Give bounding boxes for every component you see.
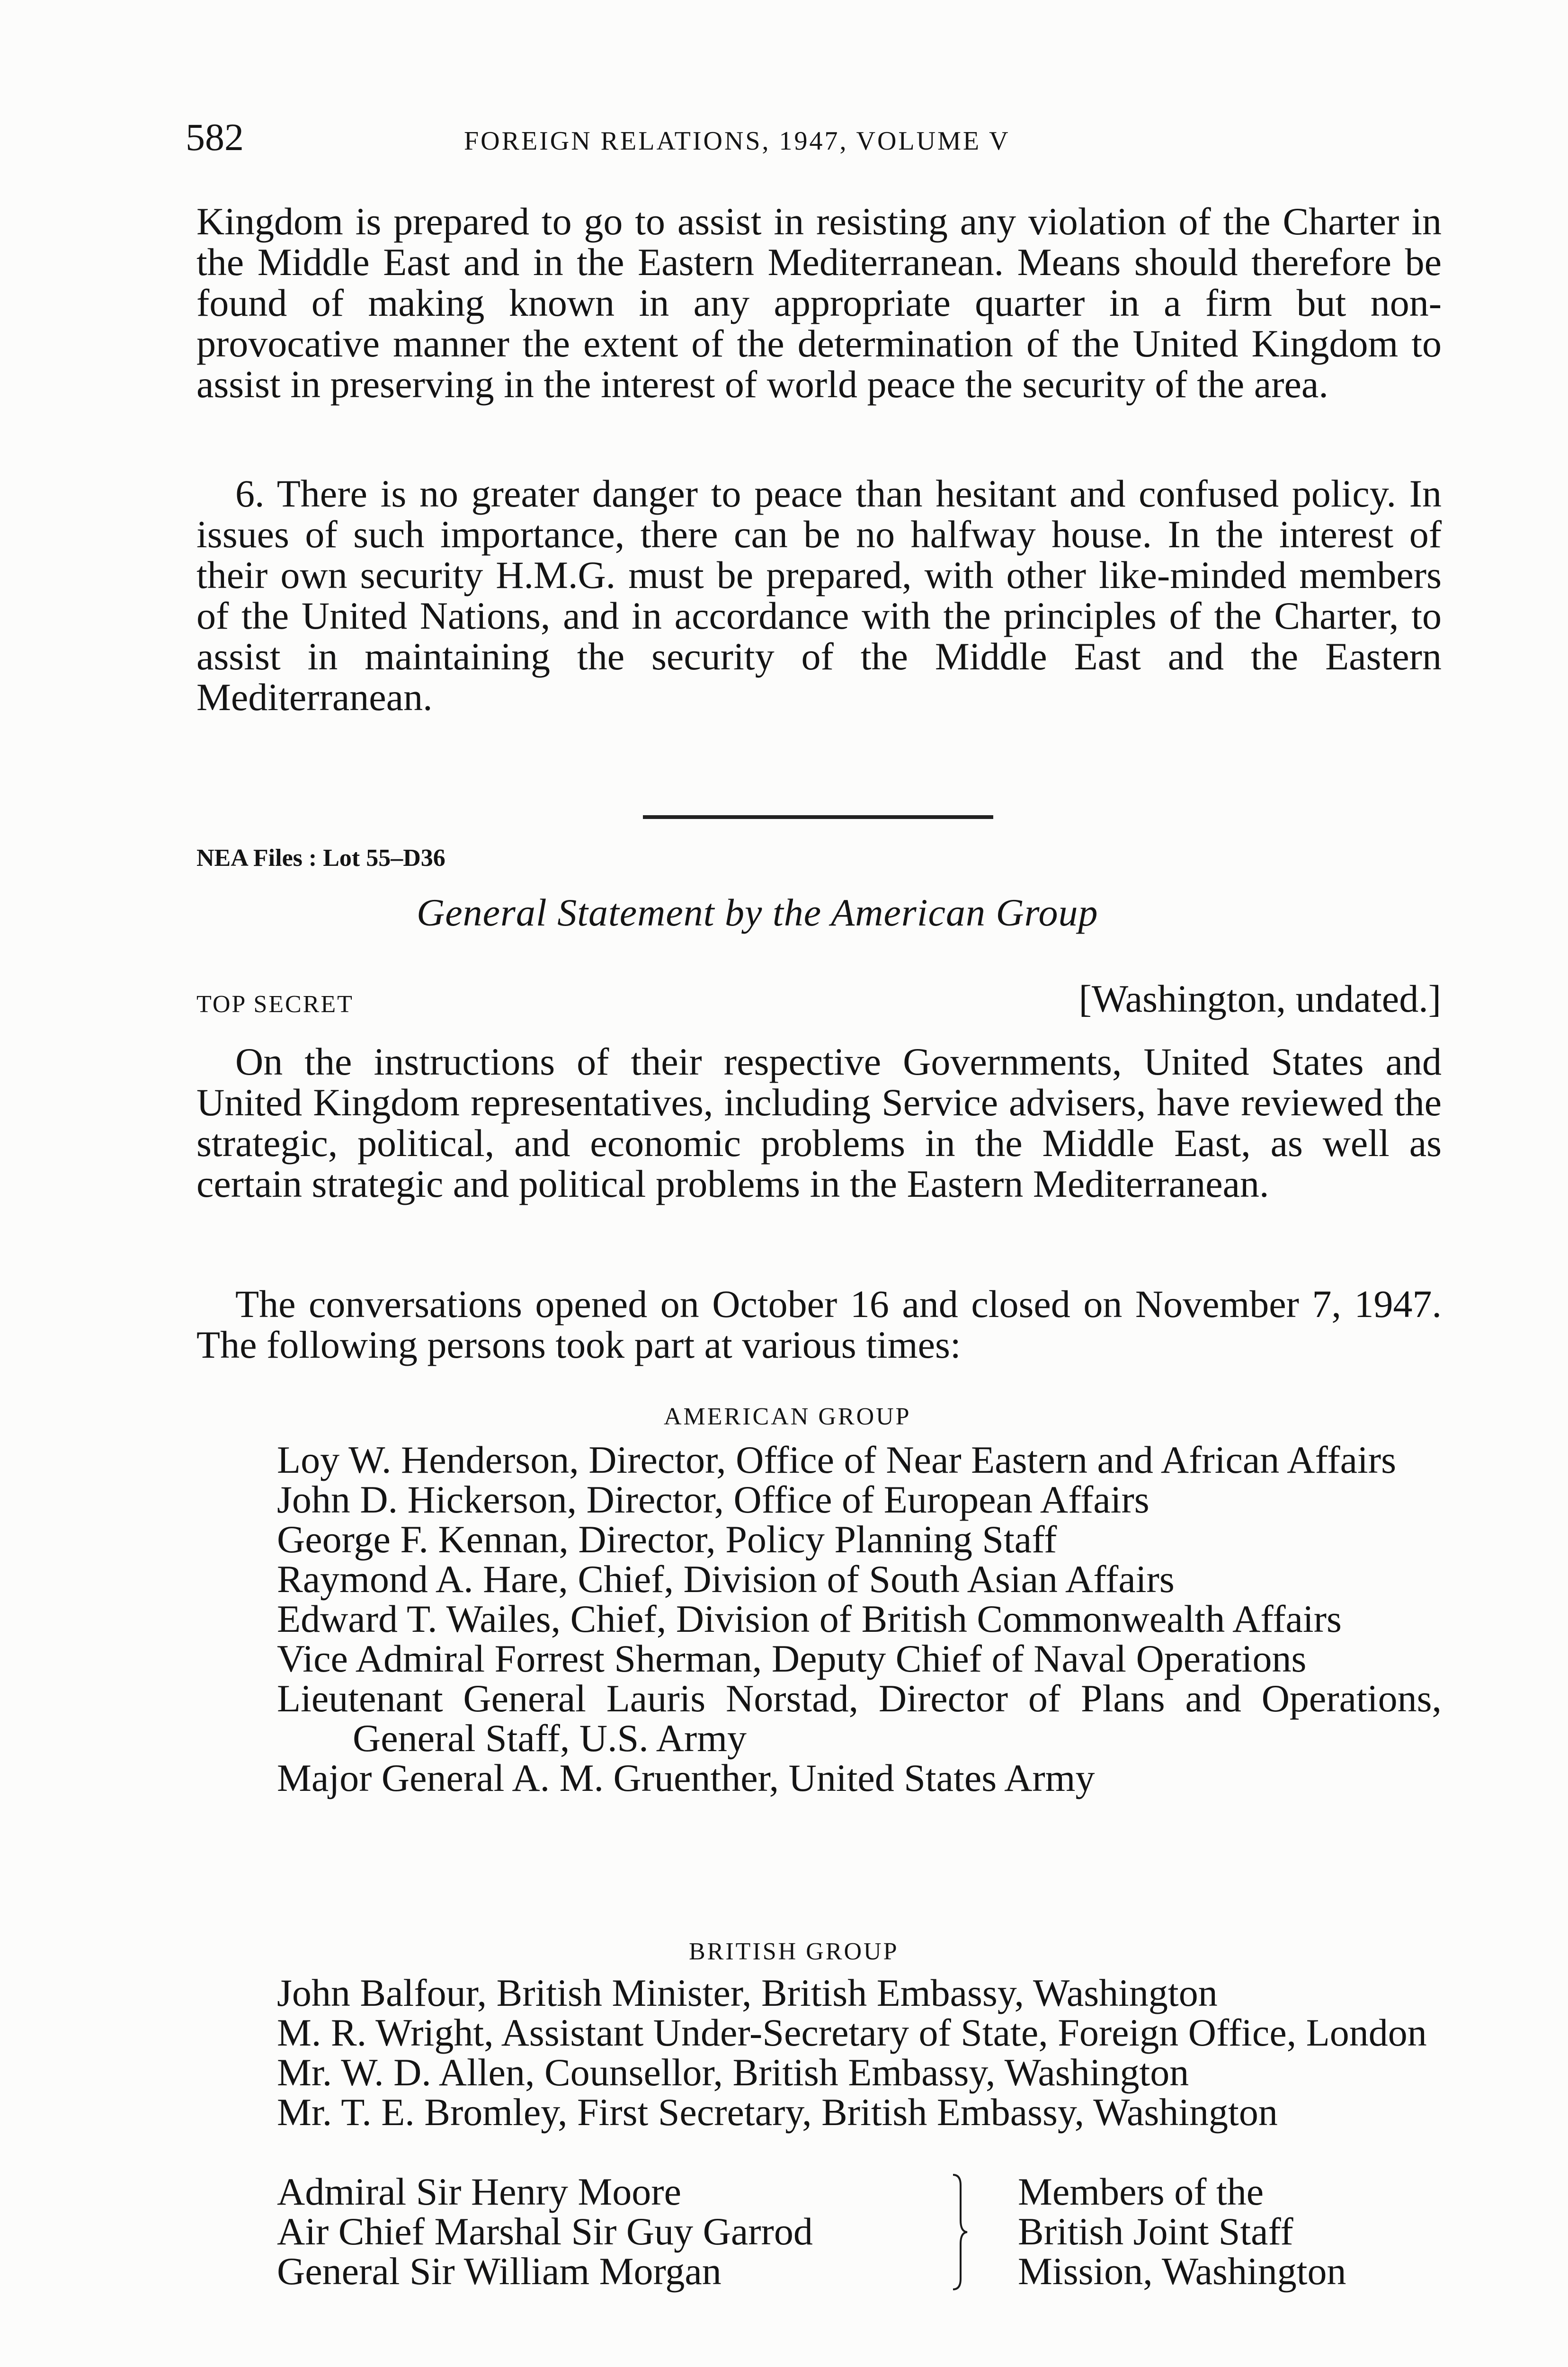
joint-staff-role-line: British Joint Staff (1018, 2210, 1293, 2253)
list-item: Mr. T. E. Bromley, First Secretary, British Embassy, Washington (277, 2091, 1278, 2134)
running-title: FOREIGN RELATIONS, 1947, VOLUME V (464, 126, 1010, 156)
joint-staff-name: Admiral Sir Henry Moore (277, 2170, 681, 2213)
document-title: General Statement by the American Group (417, 891, 1098, 934)
joint-staff-name: Air Chief Marshal Sir Guy Garrod (277, 2210, 813, 2253)
statement-paragraph-1: On the instructions of their respective Governments, United States and United Kingdom representatives, including Service advisers, have reviewed the strategic, political, and economic problems in the Middle East, as well as certain strategic and political problems in the Eastern Mediterranean. (196, 1040, 1442, 1205)
british-group-heading: BRITISH GROUP (689, 1938, 899, 1965)
continued-paragraph: Kingdom is prepared to go to assist in resisting any violation of the Charter in the Middle East and in the Eastern Mediterranean. Means should therefore be found of making known in any appropriate quarter in a firm but non-provocative manner the extent of the determination of the United Kingdom to assist in preserving in the interest of world peace the security of the area. (196, 200, 1442, 406)
list-item: John D. Hickerson, Director, Office of European Affairs (277, 1478, 1149, 1521)
list-item: Raymond A. Hare, Chief, Division of South Asian Affairs (277, 1557, 1175, 1601)
section-divider (643, 815, 993, 819)
list-item: Edward T. Wailes, Chief, Division of British Commonwealth Affairs (277, 1597, 1342, 1640)
paragraph-6: 6. There is no greater danger to peace than hesitant and confused policy. In issues of such importance, there can be no halfway house. In the interest of their own security H.M.G. must be prepared, with other like-minded members of the United Nations, and in accordance with the principles of the Charter, to assist in maintaining the security of the Middle East and the Eastern Mediterranean. (196, 472, 1442, 719)
joint-staff-name: General Sir William Morgan (277, 2250, 722, 2293)
list-item: M. R. Wright, Assistant Under-Secretary of State, Foreign Office, London (277, 2011, 1427, 2054)
british-group-list (277, 1973, 1442, 2132)
statement-paragraph-2: The conversations opened on October 16 and closed on November 7, 1947. The following persons took part at various times: (196, 1282, 1442, 1366)
list-item: Lieutenant General Lauris Norstad, Director of Plans and Operations, General Staff, U.S. Army (277, 1677, 1442, 1760)
list-item: George F. Kennan, Director, Policy Planning Staff (277, 1518, 1057, 1561)
american-group-heading: AMERICAN GROUP (664, 1403, 911, 1430)
dateline: [Washington, undated.] (1078, 977, 1441, 1020)
page-number: 582 (186, 116, 244, 159)
right-brace (949, 2173, 970, 2291)
list-item: Major General A. M. Gruenther, United States Army (277, 1756, 1095, 1799)
classification-label: TOP SECRET (196, 991, 354, 1018)
american-group-list (277, 1440, 1442, 1798)
list-item: Mr. W. D. Allen, Counsellor, British Embassy, Washington (277, 2051, 1189, 2094)
joint-staff-role (1018, 2172, 1453, 2291)
source-citation: NEA Files : Lot 55–D36 (196, 845, 445, 872)
list-item: John Balfour, British Minister, British Embassy, Washington (277, 1971, 1218, 2014)
list-item: Loy W. Henderson, Director, Office of Near Eastern and African Affairs (277, 1438, 1397, 1481)
joint-staff-names (277, 2172, 963, 2291)
list-item: Vice Admiral Forrest Sherman, Deputy Chief of Naval Operations (277, 1637, 1307, 1680)
joint-staff-role-line: Mission, Washington (1018, 2250, 1346, 2293)
joint-staff-role-line: Members of the (1018, 2170, 1264, 2213)
